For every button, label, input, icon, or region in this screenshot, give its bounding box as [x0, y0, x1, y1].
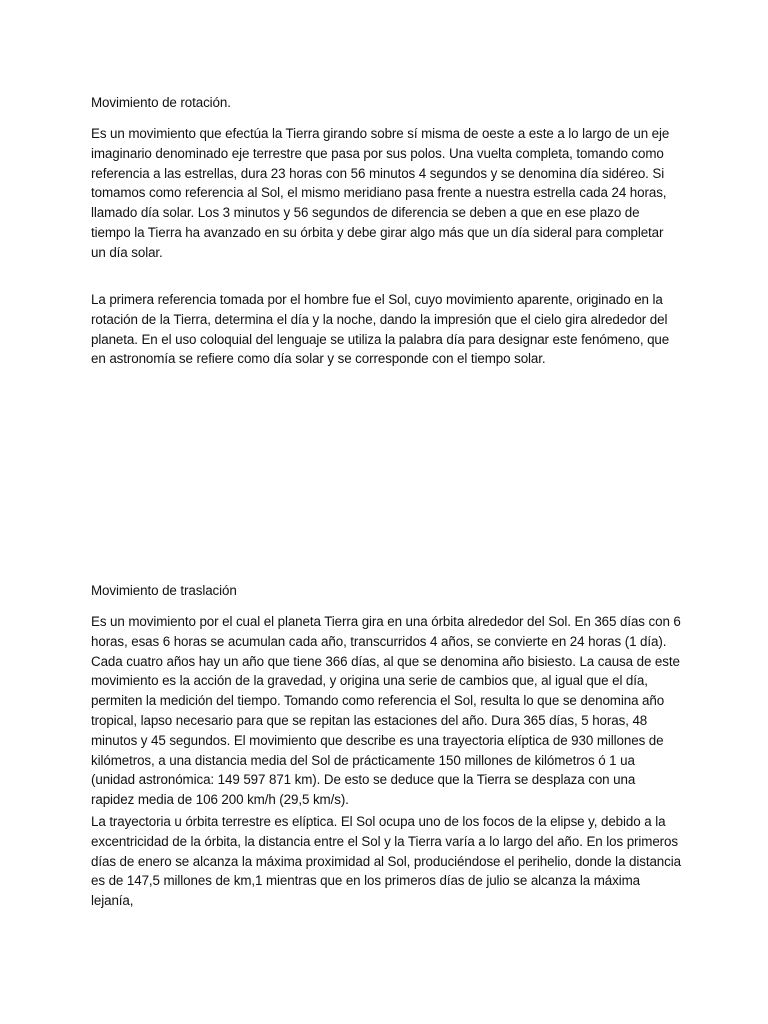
- translation-heading: Movimiento de traslación: [91, 583, 237, 598]
- translation-paragraph-1: Es un movimiento por el cual el planeta Tierra gira en una órbita alrededor del Sol. En 365 días con 6 horas, esas 6 horas se acumulan cada año, transcurridos 4 años, se convierte en 24 horas (1 día). Cada cuatro años hay un año que tiene 366 días, al que se denomina año bisiesto. La causa de este movimiento es la acción de la gravedad, y origina una serie de cambios que, al igual que el día, permiten la medición del tiempo. Tomando como referencia el Sol, resulta lo que se denomina año tropical, lapso necesario para que se repitan las estaciones del año. Dura 365 días, 5 horas, 48 minutos y 45 segundos. El movimiento que describe es una trayectoria elíptica de 930 millones de kilómetros, a una distancia media del Sol de prácticamente 150 millones de kilómetros ó 1 ua (unidad astronómica: 149 597 871 km). De esto se deduce que la Tierra se desplaza con una rapidez media de 106 200 km/h (29,5 km/s).: [91, 614, 681, 808]
- rotation-heading: Movimiento de rotación.: [91, 95, 231, 110]
- rotation-paragraph-2: La primera referencia tomada por el hombre fue el Sol, cuyo movimiento aparente, originado en la rotación de la Tierra, determina el día y la noche, dando la impresión que el cielo gira alrededor del planeta. En el uso coloquial del lenguaje se utiliza la palabra día para designar este fenómeno, que en astronomía se refiere como día solar y se corresponde con el tiempo solar.: [91, 292, 670, 367]
- rotation-paragraph-1: Es un movimiento que efectúa la Tierra girando sobre sí misma de oeste a este a lo largo de un eje imaginario denominado eje terrestre que pasa por sus polos. Una vuelta completa, tomando como referencia a las estrellas, dura 23 horas con 56 minutos 4 segundos y se denomina día sidéreo. Si tomamos como referencia al Sol, el mismo meridiano pasa frente a nuestra estrella cada 24 horas, llamado día solar. Los 3 minutos y 56 segundos de diferencia se deben a que en ese plazo de tiempo la Tierra ha avanzado en su órbita y debe girar algo más que un día sideral para completar un día solar.: [91, 126, 670, 260]
- translation-paragraph-2: La trayectoria u órbita terrestre es elíptica. El Sol ocupa uno de los focos de la elipse y, debido a la excentricidad de la órbita, la distancia entre el Sol y la Tierra varía a lo largo del año. En los primeros días de enero se alcanza la máxima proximidad al Sol, produciéndose el perihelio, donde la distancia es de 147,5 millones de km,1 mientras que en los primeros días de julio se alcanza la máxima lejanía,: [91, 814, 681, 909]
